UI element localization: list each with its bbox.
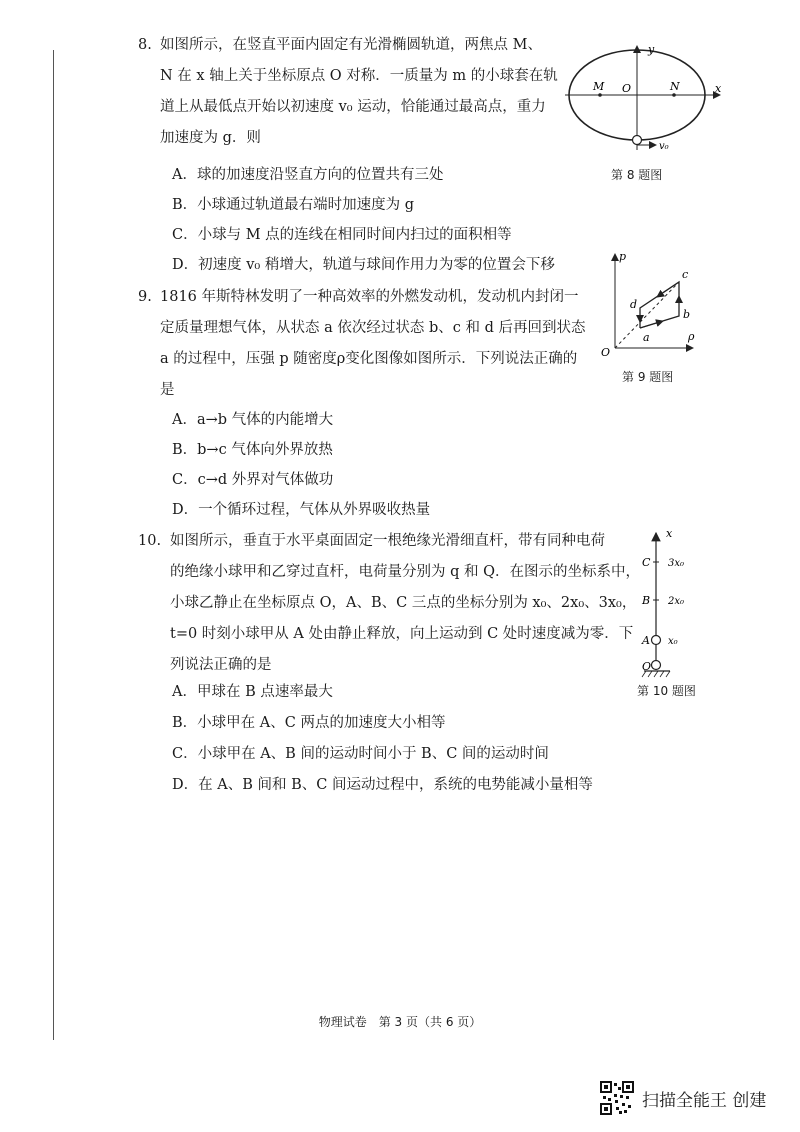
- label-x: x: [715, 82, 722, 95]
- option-c: C．小球甲在 A、B 间的运动时间小于 B、C 间的运动时间: [172, 746, 549, 762]
- option-b: B．小球甲在 A、C 两点的加速度大小相等: [172, 715, 446, 731]
- label-n: N: [670, 80, 680, 93]
- label-v0: v₀: [659, 141, 669, 152]
- option-a: A．a→b 气体的内能增大: [172, 412, 334, 428]
- option-d: D．初速度 v₀ 稍增大，轨道与球间作用力为零的位置会下移: [172, 257, 555, 273]
- label-o: O: [622, 82, 632, 95]
- label-m: M: [593, 80, 605, 93]
- ball-jia: [652, 636, 661, 645]
- label-a: A: [642, 634, 650, 647]
- label-c: C: [642, 556, 651, 569]
- label-y: y: [648, 43, 655, 56]
- focus-m: [598, 93, 602, 97]
- label-a: a: [643, 331, 650, 344]
- label-o: O: [601, 346, 611, 358]
- question-number: 10.: [138, 533, 162, 549]
- label-b: B: [642, 594, 651, 607]
- question-number: 8.: [138, 37, 152, 53]
- option-a: A．球的加速度沿竖直方向的位置共有三处: [172, 167, 444, 183]
- question-number: 9.: [138, 289, 152, 305]
- binding-margin-line: [53, 50, 54, 1040]
- option-c: C．小球与 M 点的连线在相同时间内扫过的面积相等: [172, 227, 512, 243]
- option-d: D．在 A、B 间和 B、C 间运动过程中，系统的电势能减小量相等: [172, 777, 593, 793]
- option-a: A．甲球在 B 点速率最大: [172, 684, 333, 700]
- label-p: p: [619, 250, 627, 263]
- option-b: B．小球通过轨道最右端时加速度为 g: [172, 197, 415, 213]
- label-3x0: 3x₀: [668, 558, 685, 569]
- option-c: C．c→d 外界对气体做功: [172, 472, 334, 488]
- scanner-watermark: [600, 1080, 766, 1116]
- question-stem: 如图所示，垂直于水平桌面固定一根绝缘光滑细直杆，带有同种电荷 的绝缘小球甲和乙穿过直杆，电荷量分别为 q 和 Q．在图示的坐标系中， 小球乙静止在坐标原点 O，A、B、C 三点的坐标分别为 x₀、2x₀、3x₀， t=0 时刻小球甲从 A 处由静止释放，向上运动到 C 处时速度减为零．下 列说法正确的是: [170, 533, 640, 673]
- focus-n: [672, 93, 676, 97]
- watermark-text: 扫描全能王 创建: [642, 1090, 767, 1111]
- option-b: B．b→c 气体向外界放热: [172, 442, 333, 458]
- ball: [633, 136, 642, 145]
- label-rho: ρ: [688, 330, 695, 343]
- p-rho-figure: [595, 248, 700, 358]
- figure-caption: 第 8 题图: [611, 168, 663, 182]
- page-footer: 物理试卷 第 3 页（共 6 页）: [318, 1015, 482, 1029]
- label-x: x: [666, 527, 673, 540]
- question-stem: 如图所示，在竖直平面内固定有光滑椭圆轨道，两焦点 M、 N 在 x 轴上关于坐标原点 O 对称．一质量为 m 的小球套在轨 道上从最低点开始以初速度 v₀ 运动，恰能通过最高点，重力 加速度为 g．则: [160, 37, 558, 146]
- label-o: O: [642, 660, 652, 673]
- rod-figure: [630, 525, 710, 685]
- ellipse-figure: [560, 40, 730, 160]
- qr-code-icon: [600, 1081, 634, 1115]
- label-x0: x₀: [668, 636, 678, 647]
- cycle-path: [640, 282, 679, 328]
- label-d: d: [630, 298, 638, 311]
- label-c: c: [682, 268, 689, 281]
- label-b: b: [683, 308, 691, 321]
- figure-caption: 第 9 题图: [622, 370, 674, 384]
- option-d: D．一个循环过程，气体从外界吸收热量: [172, 502, 431, 518]
- question-stem: 1816 年斯特林发明了一种高效率的外燃发动机，发动机内封闭一 定质量理想气体，从状态 a 依次经过状态 b、c 和 d 后再回到状态 a 的过程中，压强 p 随密度ρ变化图像如图所示．下列说法正确的 是: [160, 289, 586, 398]
- label-2x0: 2x₀: [668, 596, 685, 607]
- figure-caption: 第 10 题图: [637, 684, 696, 698]
- ball-yi: [652, 661, 661, 670]
